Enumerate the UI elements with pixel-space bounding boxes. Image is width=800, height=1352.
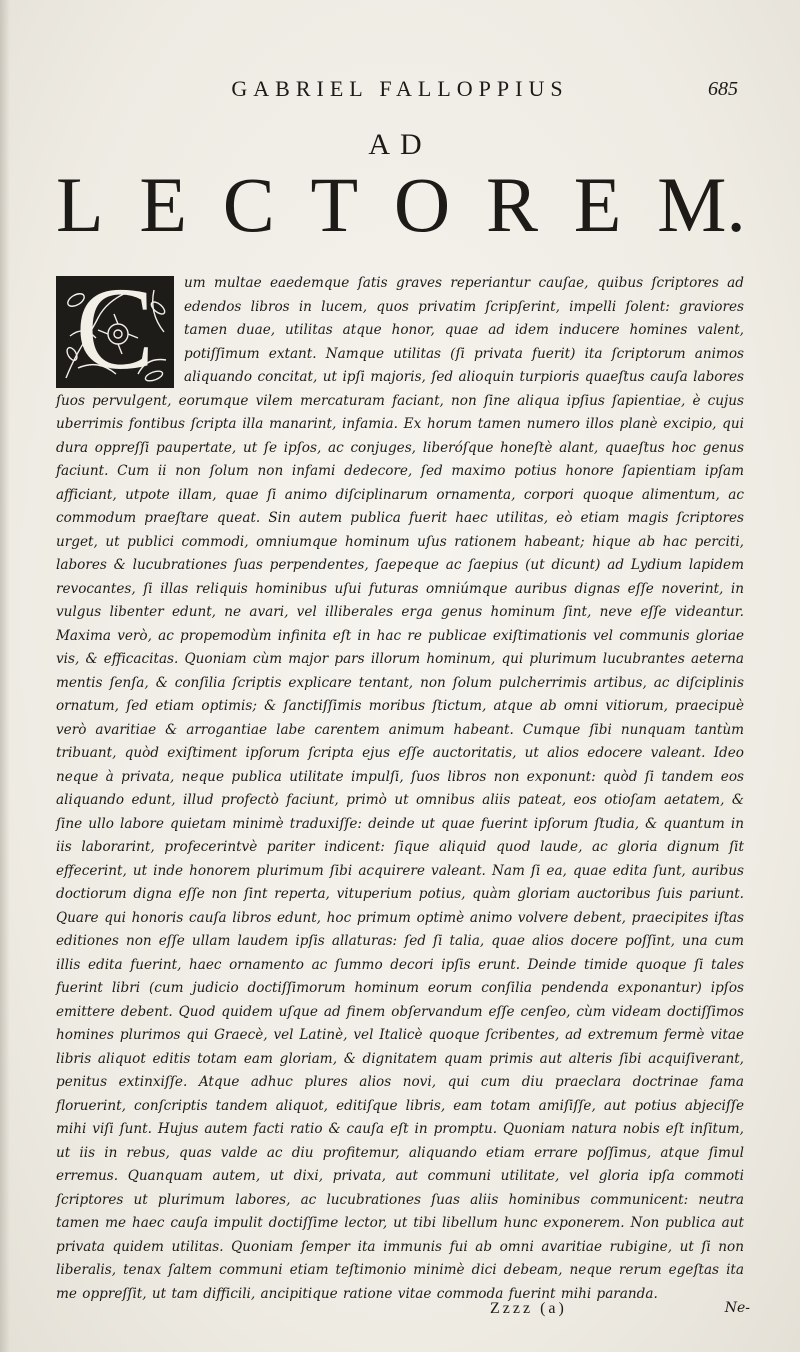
preface-text [56, 263, 744, 1306]
heading-letter: M. [657, 161, 746, 248]
heading-letter: E [139, 161, 188, 248]
running-title: GABRIEL FALLOPPIUS [231, 76, 569, 101]
heading-letter: R [485, 161, 538, 248]
heading-small: AD [368, 128, 432, 161]
heading-letter: L [56, 161, 104, 248]
page-number: 685 [708, 78, 738, 100]
heading-letter: C [222, 161, 275, 248]
preface-paragraph: um multae eaedemque ſatis graves reperiantur cauſae, quibus ſcriptores ad edendos libros in lucem, quos privatim ſcripſerint, impelli ſolent: graviores tamen duae, utilitas atque honor, quae ad idem inducere homines valent, potiſſimum extant. Namque utilitas (ſi privata fuerit) ita ſcriptorum animos aliquando concitat, ut ipſi majoris, ſed alioquin turpioris quaeſtus cauſa labores ſuos pervulgent, eorumque vilem mercaturam faciant, non ſine aliqua ipſius ſapientiae, è cujus uberrimis fontibus ſcripta illa manarint, infamia. Ex horum tamen numero illos planè excipio, qui dura oppreſſi paupertate, ut ſe ipſos, ac conjuges, liberóſque honeſtè alant, quaeſtus hoc genus faciunt. Cum ii non ſolum non infami dedecore, ſed maximo potius honore ſapientiam ipſam afficiant, utpote illam, quae ſi animo diſciplinarum ornamenta, corpori quoque alimentum, ac commodum praeſtare queat. Sin autem publica fuerit haec utilitas, eò etiam magis ſcriptores urget, ut publici commodi, omniumque hominum uſus rationem habeant; hique ab hac perciti, labores & lucubrationes ſuas perpendentes, ſaepeque ac ſaepius (ut dicunt) ad Lydium lapidem revocantes, ſi illas reliquis hominibus uſui futuras omniúmque auribus dignas eſſe noverint, in vulgus libenter edunt, ne avari, vel illiberales erga genus hominum ſint, neve eſſe videantur. Maxima verò, ac propemodùm infinita eſt in hac re publicae exiſtimationis vel communis gloriae vis, & efficacitas. Quoniam cùm major pars illorum hominum, qui plurimum lucubrantes aeterna mentis ſenſa, & conſilia ſcriptis explicare tentant, non ſolum pulcherrimis artibus, ac diſciplinis ornatum, ſed etiam optimis; & ſanctiſſimis moribus ſtictum, atque ab omni vitiorum, praecipuè verò avaritiae & arrogantiae labe carentem animum habeant. Cumque ſibi nunquam tantùm tribuant, quòd exiſtiment ipſorum ſcripta ejus eſſe auctoritatis, ut alios edocere valeant. Ideo neque à privata, neque publica utilitate impulſi, ſuos libros non exponunt: quòd ſi tandem eos aliquando edunt, illud profectò faciunt, primò ut omnibus aliis pateat, eos otioſam aetatem, & ſine ullo labore quietam minimè traduxiſſe: deinde ut quae fuerint ipſorum ſtudia, & quantum in iis laborarint, profecerintvè pariter indicent: ſique aliquid quod laude, ac gloria dignum ſit effecerint, ut inde honorem plurimum ſibi acquirere valeant. Nam ſi ea, quae edita ſunt, auribus doctiorum digna eſſe non ſint reperta, vituperium potius, quàm gloriam auctoribus ſuis pariunt. Quare qui honoris cauſa libros edunt, hoc primum optimè animo volvere debent, praecipites iſtas editiones non eſſe ullam laudem ipſis allaturas: ſed ſi talia, quae alios docere poſſint, una cum illis edita fuerint, haec ornamento ac ſummo decori ipſis erunt. Deinde timide quoque ſi tales fuerint libri (cum judicio doctiſſimorum hominum eorum conſilia pendenda exponantur) ipſos emittere debent. Quod quidem uſque ad finem obſervandum eſſe cenſeo, cùm videam doctiſſimos homines plurimos qui Graecè, vel Latinè, vel Italicè quoque ſcribentes, ad extremum fermè vitae libris aliquot editis totam eam gloriam, & dignitatem quam primis aut alteris ſibi acquiſiverant, penitus extinxiſſe. Atque adhuc plures alios novi, qui cum diu praeclara doctrinae fama floruerint, conſcriptis tandem aliquot, editiſque libris, eam totam amiſiſſe, aut potius abjeciſſe mihi viſi ſunt. Hujus autem facti ratio & cauſa eſt in promptu. Quoniam natura nobis eſt inſitum, ut iis in rebus, quas valde ac diu profitemur, aliquando etiam errare poſſimus, atque ſimul erremus. Quanquam autem, ut dixi, privata, aut communi utilitate, vel gloria ipſa commoti ſcriptores ut plurimum labores, ac lucubrationes ſuas aliis hominibus communicent: neutra tamen me haec cauſa impulit doctiſſime lector, ut tibi libellum hunc exponerem. Non publica aut privata quidem utilitas. Quoniam ſemper ita immunis fui ab omni avaritiae rubigine, ut ſi non liberalis, tenax ſaltem communi etiam teſtimonio minimè dici debeam, neque rerum egeſtas ita me oppreſſit, ut tam difficili, ancipitique ratione vitae commoda fuerint mihi paranda. [56, 275, 744, 1302]
catchword: Ne- [724, 1300, 750, 1316]
initial-letter: C [75, 263, 155, 394]
signature-mark: Zzzz (a) [490, 1300, 567, 1317]
heading-letter: T [310, 161, 359, 248]
decorated-initial [56, 263, 174, 394]
heading-letter: E [573, 161, 622, 248]
heading-letter: O [393, 161, 451, 248]
heading-large [56, 161, 746, 248]
page-gutter-shadow [0, 0, 10, 1352]
running-head [0, 76, 800, 102]
